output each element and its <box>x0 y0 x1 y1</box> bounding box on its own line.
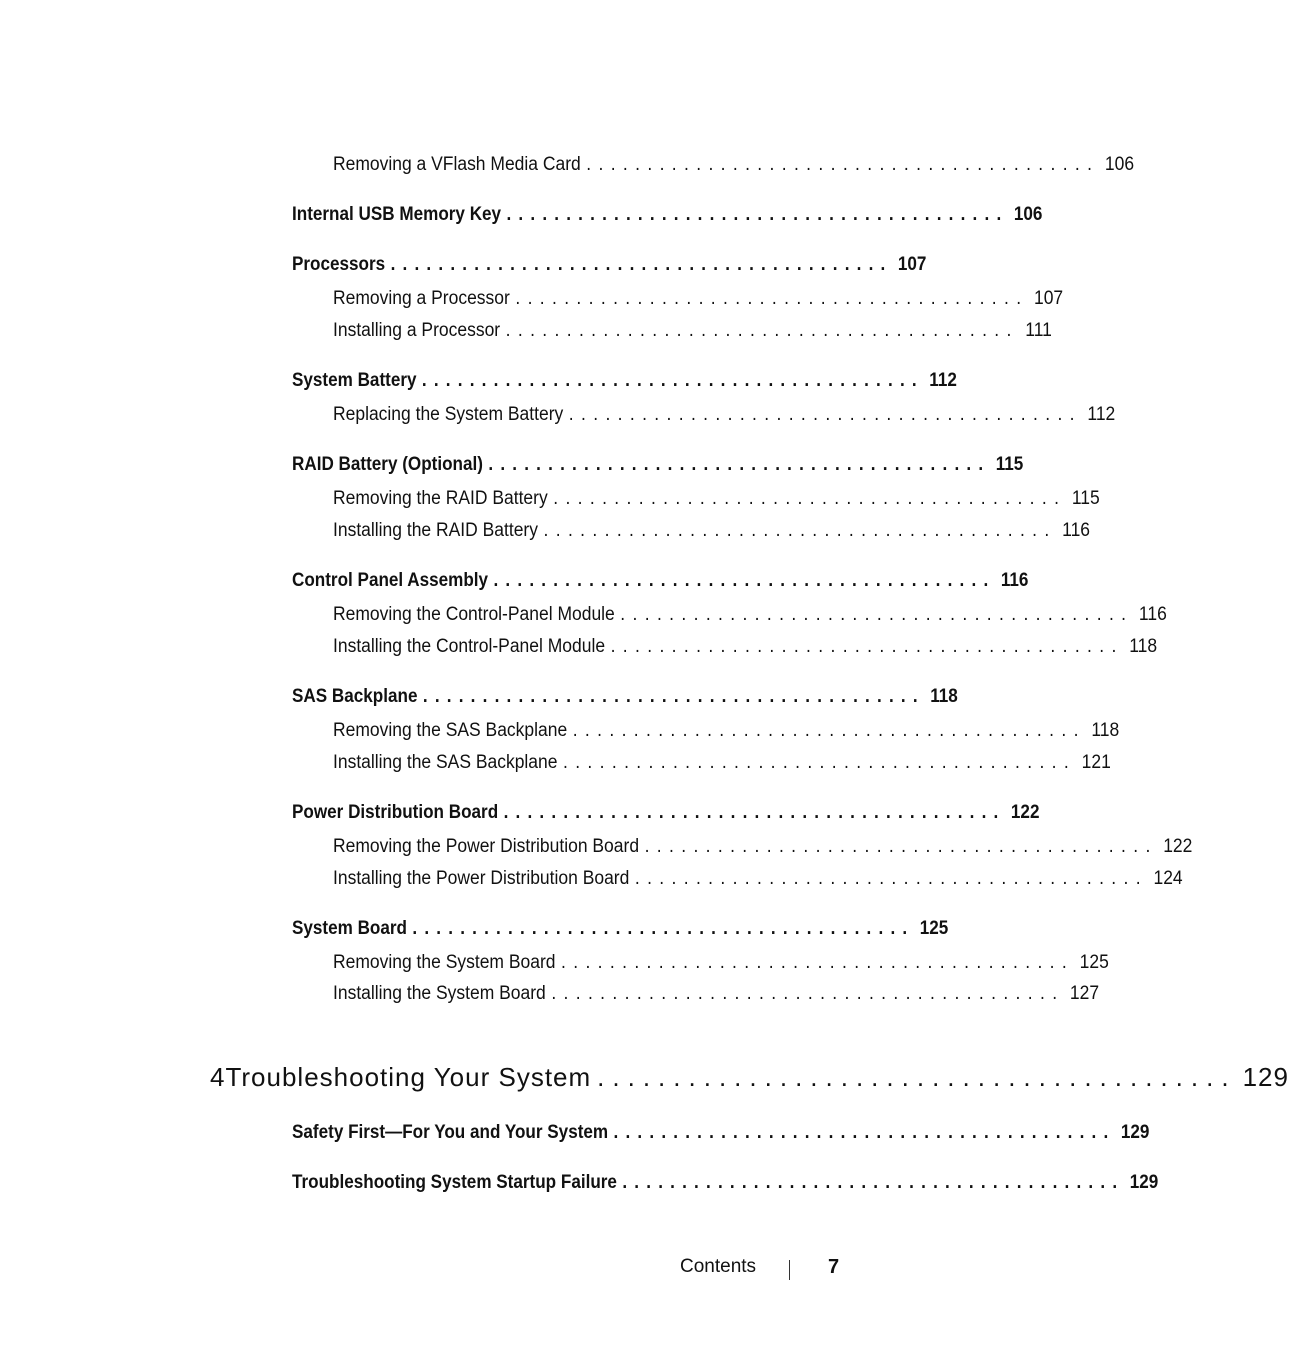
leader-dots: .......................................... <box>551 983 1065 1004</box>
leader-dots: .......................................... <box>488 454 991 475</box>
leader-dots: .......................................... <box>597 1062 1237 1092</box>
leader-dots: .......................................... <box>568 404 1082 425</box>
leader-dots: .......................................... <box>422 686 925 707</box>
toc-section-page: 107 <box>897 254 927 275</box>
toc-entry-title: Removing a Processor <box>333 288 510 309</box>
toc-entry[interactable] <box>333 404 1116 426</box>
chapter-page: 129 <box>1242 1062 1289 1092</box>
toc-entry-page: 121 <box>1081 752 1111 773</box>
toc-section[interactable] <box>292 454 1024 476</box>
leader-dots: .......................................... <box>543 520 1057 541</box>
toc-section-page: 116 <box>1000 570 1029 591</box>
leader-dots: .......................................... <box>586 154 1100 175</box>
toc-entry-page: 124 <box>1153 868 1183 889</box>
leader-dots: .......................................... <box>561 952 1075 973</box>
toc-section-page: 118 <box>930 686 958 707</box>
toc-entry[interactable] <box>333 488 1100 510</box>
leader-dots: .......................................... <box>493 570 996 591</box>
leader-dots: .......................................... <box>622 1172 1125 1193</box>
toc-section[interactable] <box>292 686 958 708</box>
leader-dots: .......................................... <box>620 604 1134 625</box>
toc-section[interactable] <box>292 1172 1159 1194</box>
toc-entry-page: 111 <box>1025 320 1052 341</box>
toc-entry-title: Installing the Control-Panel Module <box>333 636 606 657</box>
toc-entry[interactable] <box>333 604 1167 626</box>
toc-entry-page: 127 <box>1069 983 1100 1004</box>
toc-section-title: Safety First—For You and Your System <box>292 1122 609 1143</box>
toc-chapter[interactable] <box>210 1062 1289 1093</box>
toc-entry-page: 112 <box>1087 404 1116 425</box>
footer-label: Contents <box>680 1256 757 1277</box>
toc-section-page: 112 <box>929 370 957 391</box>
toc-entry[interactable] <box>333 520 1091 542</box>
toc-section-page: 122 <box>1010 802 1040 823</box>
leader-dots: .......................................... <box>553 488 1067 509</box>
toc-entry[interactable] <box>333 288 1064 310</box>
toc-entry[interactable] <box>333 836 1193 858</box>
chapter-title: Troubleshooting Your System <box>225 1062 592 1092</box>
toc-section-page: 129 <box>1129 1172 1159 1193</box>
toc-entry-title: Replacing the System Battery <box>333 404 564 425</box>
leader-dots: .......................................... <box>506 204 1009 225</box>
toc-entry-page: 118 <box>1129 636 1158 657</box>
footer-page-number: 7 <box>828 1256 840 1278</box>
toc-entry-title: Removing the RAID Battery <box>333 488 548 509</box>
leader-dots: .......................................... <box>613 1122 1116 1143</box>
toc-entry[interactable] <box>333 752 1111 774</box>
toc-section-page: 106 <box>1013 204 1043 225</box>
toc-section[interactable] <box>292 1122 1150 1144</box>
toc-entry[interactable] <box>333 720 1120 742</box>
leader-dots: .......................................... <box>503 802 1006 823</box>
toc-section-title: System Battery <box>292 370 417 391</box>
toc-section-page: 129 <box>1120 1122 1150 1143</box>
toc-entry-page: 122 <box>1163 836 1193 857</box>
toc-section-page: 125 <box>919 918 949 939</box>
toc-entry-title: Installing a Processor <box>333 320 501 341</box>
toc-section-title: System Board <box>292 918 408 939</box>
toc-section-title: Processors <box>292 254 386 275</box>
toc-section[interactable] <box>292 918 949 940</box>
toc-section[interactable] <box>292 570 1029 592</box>
toc-entry-page: 116 <box>1138 604 1167 625</box>
footer-divider <box>789 1260 790 1280</box>
toc-entry[interactable] <box>333 320 1052 342</box>
toc-entry-page: 115 <box>1071 488 1100 509</box>
toc-entry-title: Installing the SAS Backplane <box>333 752 558 773</box>
leader-dots: .......................................... <box>572 720 1086 741</box>
toc-section-page: 115 <box>995 454 1024 475</box>
toc-section[interactable] <box>292 802 1040 824</box>
toc-section-title: Power Distribution Board <box>292 802 499 823</box>
toc-section[interactable] <box>292 254 927 276</box>
leader-dots: .......................................... <box>644 836 1158 857</box>
leader-dots: .......................................... <box>390 254 893 275</box>
toc-entry-title: Removing the System Board <box>333 952 556 973</box>
toc-entry-page: 107 <box>1033 288 1064 309</box>
leader-dots: .......................................... <box>563 752 1077 773</box>
toc-entry-title: Removing the SAS Backplane <box>333 720 568 741</box>
toc-entry-page: 106 <box>1104 154 1135 175</box>
leader-dots: .......................................... <box>515 288 1029 309</box>
toc-entry-title: Removing a VFlash Media Card <box>333 154 581 175</box>
chapter-number: 4 <box>210 1062 226 1092</box>
toc-entry-page: 118 <box>1091 720 1120 741</box>
toc-entry[interactable] <box>333 868 1183 890</box>
toc-entry-title: Installing the System Board <box>333 983 546 1004</box>
toc-entry[interactable] <box>333 952 1109 974</box>
toc-entry-title: Removing the Power Distribution Board <box>333 836 640 857</box>
toc-section-title: Internal USB Memory Key <box>292 204 502 225</box>
toc-section-title: RAID Battery (Optional) <box>292 454 483 475</box>
toc-entry-page: 116 <box>1062 520 1091 541</box>
toc-entry[interactable] <box>333 983 1100 1005</box>
toc-entry[interactable] <box>333 154 1135 176</box>
leader-dots: .......................................... <box>421 370 924 391</box>
leader-dots: .......................................... <box>505 320 1019 341</box>
leader-dots: .......................................... <box>412 918 915 939</box>
toc-entry-title: Removing the Control-Panel Module <box>333 604 615 625</box>
toc-entry-title: Installing the Power Distribution Board <box>333 868 630 889</box>
toc-section-title: SAS Backplane <box>292 686 418 707</box>
toc-entry-title: Installing the RAID Battery <box>333 520 539 541</box>
toc-section[interactable] <box>292 204 1043 226</box>
leader-dots: .......................................... <box>610 636 1124 657</box>
toc-entry[interactable] <box>333 636 1158 658</box>
toc-entry-page: 125 <box>1079 952 1109 973</box>
toc-section-title: Troubleshooting System Startup Failure <box>292 1172 617 1193</box>
leader-dots: .......................................... <box>634 868 1148 889</box>
toc-section[interactable] <box>292 370 957 392</box>
toc-section-title: Control Panel Assembly <box>292 570 489 591</box>
